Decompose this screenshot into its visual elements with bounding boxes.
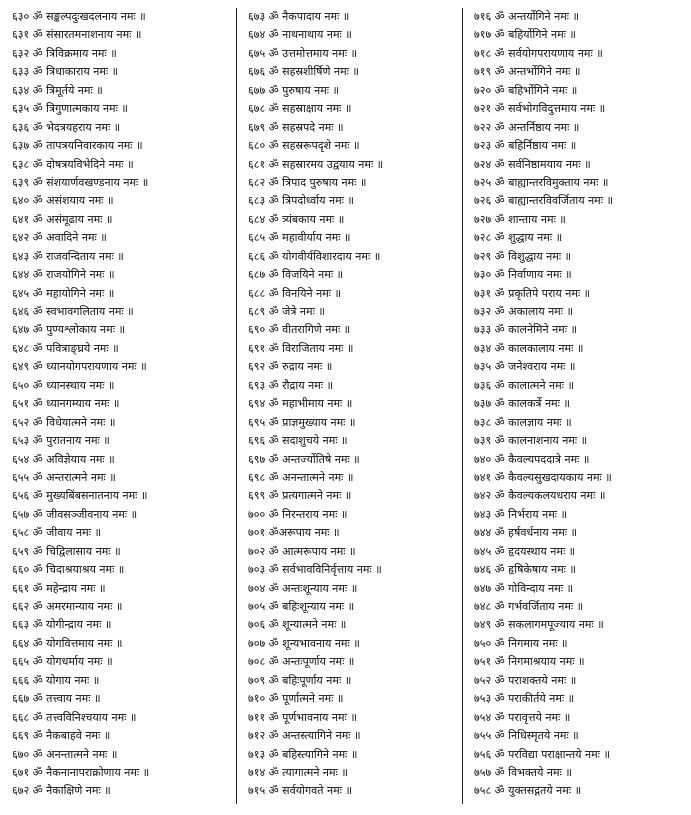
name-entry: ६५९ ॐ चिद्विलासाय नमः ॥ xyxy=(12,544,121,558)
name-entry: ६७३ ॐ नैकपादाय नमः ॥ xyxy=(248,10,350,23)
name-entry: ६९२ ॐ रुद्राय नमः ॥ xyxy=(248,360,333,374)
name-entry: ६६५ ॐ योगधर्माय नमः ॥ xyxy=(12,655,113,669)
name-entry: ७३८ ॐ कालज्ञाय नमः ॥ xyxy=(474,415,572,429)
name-entry: ६९९ ॐ प्रत्यगात्मने नमः ॥ xyxy=(248,489,352,503)
name-entry: ६७० ॐ अनन्तात्मने नमः ॥ xyxy=(12,747,118,761)
name-entry: ६४१ ॐ असंमूढाय नमः ॥ xyxy=(12,212,113,226)
name-entry: ७३० ॐ निर्वाणाय नमः ॥ xyxy=(474,268,572,282)
name-entry: ७५४ ॐ परावृत्तये नमः ॥ xyxy=(474,710,571,724)
name-entry: ७०२ ॐ आत्मरूपाय नमः ॥ xyxy=(248,544,356,558)
name-entry: ७२४ ॐ सर्वनिष्ठामयाय नमः ॥ xyxy=(474,157,591,171)
name-entry: ६७२ ॐ नैकाक्षिणे नमः ॥ xyxy=(12,784,111,798)
name-entry: ७४२ ॐ कैवल्यकलयधराय नमः ॥ xyxy=(474,489,606,503)
name-entry: ६८६ ॐ योगवीर्यविशारदाय नमः ॥ xyxy=(248,249,381,263)
name-entry: ७५६ ॐ परविद्या पराक्षान्तये नमः ॥ xyxy=(474,747,611,761)
name-entry: ७४४ ॐ हर्षवर्धनाय नमः ॥ xyxy=(474,526,578,540)
name-entry: ७१६ ॐ अन्तर्योगिने नमः ॥ xyxy=(474,10,580,23)
name-entry: ७५१ ॐ निगमाश्रयाय नमः ॥ xyxy=(474,655,585,669)
name-entry: ६७७ ॐ पुरुषाय नमः ॥ xyxy=(248,83,340,97)
name-entry: ६८९ ॐ जेत्रे नमः ॥ xyxy=(248,305,325,318)
name-entry: ६९४ ॐ महाभीमाय नमः ॥ xyxy=(248,397,353,411)
name-entry: ६३८ ॐ दोषत्रयविभेदिने नमः ॥ xyxy=(12,157,134,171)
name-entry: ६६९ ॐ नैकबाहवे नमः ॥ xyxy=(12,729,111,743)
name-entry: ७५८ ॐ युक्तसद्गतये नमः ॥ xyxy=(474,784,582,798)
name-entry: ६४० ॐ असंशयाय नमः ॥ xyxy=(12,194,114,208)
name-entry: ६७६ ॐ सहस्रशीर्षिणे नमः ॥ xyxy=(248,65,359,79)
name-entry: ६९६ ॐ सदाशुचये नमः ॥ xyxy=(248,434,348,448)
name-entry: ७२३ ॐ बहिर्निष्ठाय नमः ॥ xyxy=(474,139,577,153)
name-entry: ६३२ ॐ त्रिविक्रमाय नमः ॥ xyxy=(12,46,117,60)
name-entry: ६७५ ॐ उत्तमोत्तमाय नमः ॥ xyxy=(248,46,358,60)
name-entry: ६६४ ॐ योगवित्तमाय नमः ॥ xyxy=(12,636,123,650)
name-entry: ७०६ ॐ शून्यात्मने नमः ॥ xyxy=(248,618,347,632)
name-entry: ६८८ ॐ विनयिने नमः ॥ xyxy=(248,286,342,300)
name-entry: ७३५ ॐ जनेश्वराय नमः ॥ xyxy=(474,360,576,374)
name-entry: ७०५ ॐ बहिःशून्याय नमः ॥ xyxy=(248,600,355,613)
column-3 xyxy=(474,8,684,801)
name-entry: ६५० ॐ ध्यानस्थाय नमः ॥ xyxy=(12,378,115,392)
name-entry: ६३६ ॐ भेदत्रयहराय नमः ॥ xyxy=(12,120,121,134)
column-divider-2 xyxy=(462,8,463,804)
name-entry: ७३६ ॐ कालात्मने नमः ॥ xyxy=(474,378,575,392)
name-entry: ७५७ ॐ विभक्तये नमः ॥ xyxy=(474,765,572,779)
name-entry: ७५५ ॐ निधिस्मृतये नमः ॥ xyxy=(474,729,579,743)
name-entry: ६३१ ॐ संसारतमनाशनाय नमः ॥ xyxy=(12,28,142,42)
name-entry: ६६३ ॐ योगीन्द्राय नमः ॥ xyxy=(12,618,112,632)
name-entry: ६८५ ॐ महावीर्याय नमः ॥ xyxy=(248,231,351,245)
name-entry: ७२६ ॐ बाह्यान्तरविवर्जिताय नमः ॥ xyxy=(474,194,614,208)
name-entry: ६५३ ॐ पुरातनाय नमः ॥ xyxy=(12,434,110,448)
name-entry: ६३४ ॐ त्रिमूर्तये नमः ॥ xyxy=(12,83,103,97)
name-entry: ६५२ ॐ विधेयात्मने नमः ॥ xyxy=(12,415,116,429)
name-entry: ६६६ ॐ योगाय नमः ॥ xyxy=(12,673,100,687)
name-entry: ६३३ ॐ त्रिधाकाराय नमः ॥ xyxy=(12,65,119,79)
name-entry: ७११ ॐ पूर्णभावनाय नमः ॥ xyxy=(248,710,357,724)
name-entry: ७५२ ॐ पराशक्तये नमः ॥ xyxy=(474,673,577,687)
name-entry: ६५६ ॐ मुख्यबिंबसनातनाय नमः ॥ xyxy=(12,489,148,503)
name-entry: ६३० ॐ सङ्कल्पदुःखदलनाय नमः ॥ xyxy=(12,10,146,23)
name-entry: ६९८ ॐ अनन्तात्मने नमः ॥ xyxy=(248,470,354,484)
name-entry: ७४६ ॐ हृषिकेषाय नमः ॥ xyxy=(474,563,576,577)
name-entry: ६४७ ॐ पुण्यश्लोकाय नमः ॥ xyxy=(12,323,126,337)
name-entry: ६६२ ॐ अमरमान्याय नमः ॥ xyxy=(12,600,123,613)
name-entry: ७२५ ॐ बाह्यान्तरविमुक्ताय नमः ॥ xyxy=(474,175,609,189)
name-entry: ७२८ ॐ शुद्धाय नमः ॥ xyxy=(474,231,563,245)
name-entry: ७०७ ॐ शून्यभावनाय नमः ॥ xyxy=(248,636,360,650)
name-entry: ७४३ ॐ निर्भराय नमः ॥ xyxy=(474,507,568,521)
name-entry: ७२२ ॐ अन्तर्निष्ठाय नमः ॥ xyxy=(474,120,580,134)
name-entry: ६६७ ॐ तत्त्वाय नमः ॥ xyxy=(12,692,101,706)
column-divider-1 xyxy=(236,8,237,804)
name-entry: ७१५ ॐ सर्वयोगवते नमः ॥ xyxy=(248,784,353,798)
name-entry: ६५७ ॐ जीवसञ्जीवनाय नमः ॥ xyxy=(12,507,138,521)
name-entry: ६७९ ॐ सहस्रपदे नमः ॥ xyxy=(248,120,344,134)
name-entry: ६९० ॐ वीतरागिणे नमः ॥ xyxy=(248,323,351,337)
name-entry: ६९५ ॐ प्राज्ञमुख्याय नमः ॥ xyxy=(248,415,356,429)
name-entry: ६४९ ॐ ध्यानयोगपरायणाय नमः ॥ xyxy=(12,360,147,374)
name-entry: ७३१ ॐ प्रकृतिपे पराय नमः ॥ xyxy=(474,286,591,300)
name-entry: ७५३ ॐ पराकीर्तये नमः ॥ xyxy=(474,692,575,706)
name-entry: ६९३ ॐ रौद्राय नमः ॥ xyxy=(248,378,334,392)
name-entry: ६८३ ॐ त्रिपदोर्ध्वाय नमः ॥ xyxy=(248,194,355,208)
name-entry: ६४८ ॐ पवित्राङ्घ्रये नमः ॥ xyxy=(12,341,119,355)
name-entry: ७२१ ॐ सर्वभोगविदुत्तमाय नमः ॥ xyxy=(474,102,606,116)
name-entry: ६५१ ॐ ध्यानगम्याय नमः ॥ xyxy=(12,397,120,411)
name-entry: ७०० ॐ निरन्तराय नमः ॥ xyxy=(248,507,348,521)
name-entry: ६३७ ॐ तापत्रयनिवारकाय नमः ॥ xyxy=(12,139,143,153)
name-entry: ६९१ ॐ विराजिताय नमः ॥ xyxy=(248,341,354,355)
name-entry: ७४० ॐ कैवल्यपददात्रे नमः ॥ xyxy=(474,452,590,466)
name-entry: ७४९ ॐ सकलागमपूज्याय नमः ॥ xyxy=(474,618,604,632)
name-entry: ७०४ ॐ अन्तःशून्याय नमः ॥ xyxy=(248,581,358,595)
name-entry: ७१४ ॐ त्यागात्मने नमः ॥ xyxy=(248,765,348,779)
name-entry: ६५४ ॐ अविज्ञेयाय नमः ॥ xyxy=(12,452,115,466)
name-entry: ७१३ ॐ बहिस्त्यागिने नमः ॥ xyxy=(248,747,358,761)
name-entry: ६८७ ॐ विजयिने नमः ॥ xyxy=(248,268,344,282)
name-entry: ७३३ ॐ कालनेमिने नमः ॥ xyxy=(474,323,578,337)
name-entry: ७३२ ॐ अकालाय नमः ॥ xyxy=(474,305,574,318)
name-entry: ७२० ॐ बहिर्भोगिने नमः ॥ xyxy=(474,83,578,97)
column-1 xyxy=(12,8,234,801)
name-entry: ६६१ ॐ महेन्द्राय नमः ॥ xyxy=(12,581,106,595)
name-entry: ७०१ ॐअरूपाय नमः ॥ xyxy=(248,526,340,540)
name-entry: ६७४ ॐ नाथनाथाय नमः ॥ xyxy=(248,28,352,42)
name-entry: ६८० ॐ सहस्ररूपदृशे नमः ॥ xyxy=(248,139,360,153)
name-entry: ६३९ ॐ संशयार्णवखण्डनाय नमः ॥ xyxy=(12,175,149,189)
name-entry: ६६८ ॐ तत्त्वविनिश्चयाय नमः ॥ xyxy=(12,710,137,724)
name-entry: ६७८ ॐ सहस्राक्षाय नमः ॥ xyxy=(248,102,352,116)
name-entry: ७३९ ॐ कालनाशनाय नमः ॥ xyxy=(474,434,588,448)
name-entry: ७१८ ॐ सर्वयोगपरायणाय नमः ॥ xyxy=(474,46,603,60)
name-entry: ७५० ॐ निगमाय नमः ॥ xyxy=(474,636,568,650)
name-entry: ७१९ ॐ अन्तर्भोगिने नमः ॥ xyxy=(474,65,581,79)
name-entry: ७४८ ॐ गर्भवर्जिताय नमः ॥ xyxy=(474,600,584,613)
name-entry: ७०९ ॐ बहिःपूर्णाय नमः ॥ xyxy=(248,673,352,687)
name-entry: ७१२ ॐ अन्तस्त्यागिने नमः ॥ xyxy=(248,729,361,743)
name-entry: ६८१ ॐ सहस्रारमय उद्वयाय नमः ॥ xyxy=(248,157,384,171)
name-entry: ७०३ ॐ सर्वभावविनिर्वृत्ताय नमः ॥ xyxy=(248,563,382,577)
name-entry: ६५५ ॐ अन्तरात्मने नमः ॥ xyxy=(12,470,116,484)
name-entry: ६३५ ॐ त्रिगुणात्मकाय नमः ॥ xyxy=(12,102,128,116)
name-entry: ७२७ ॐ शान्ताय नमः ॥ xyxy=(474,212,566,226)
name-entry: ६४२ ॐ अवादिने नमः ॥ xyxy=(12,231,107,245)
name-entry: ६८२ ॐ त्रिपाद पुरुषाय नमः ॥ xyxy=(248,175,367,189)
name-entry: ६५८ ॐ जीवाय नमः ॥ xyxy=(12,526,102,540)
name-entry: ७०८ ॐ अन्तःपूर्णाय नमः ॥ xyxy=(248,655,355,669)
name-entry: ६४३ ॐ राजवन्दिताय नमः ॥ xyxy=(12,249,124,263)
name-entry: ६४६ ॐ स्वभावगलिताय नमः ॥ xyxy=(12,305,134,318)
name-entry: ७४७ ॐ गोविन्दाय नमः ॥ xyxy=(474,581,574,595)
name-entry: ६४५ ॐ महायोगिने नमः ॥ xyxy=(12,286,115,300)
name-entry: ७४५ ॐ हृदयस्थाय नमः ॥ xyxy=(474,544,576,558)
name-entry: ७३७ ॐ कालकर्त्रे नमः ॥ xyxy=(474,397,570,411)
name-entry: ६७१ ॐ नैकनानापराक्रोणाय नमः ॥ xyxy=(12,765,150,779)
name-entry: ६८४ ॐ त्र्यंबकाय नमः ॥ xyxy=(248,212,345,226)
name-entry: ७२९ ॐ विशुद्धाय नमः ॥ xyxy=(474,249,572,263)
name-entry: ७३४ ॐ कालकालाय नमः ॥ xyxy=(474,341,584,355)
name-entry: ७१७ ॐ बहिर्योगिने नमः ॥ xyxy=(474,28,577,42)
name-entry: ६९७ ॐ अन्तर्ज्योतिषे नमः ॥ xyxy=(248,452,360,466)
name-entry: ७४१ ॐ कैवल्यसुखदायकाय नमः ॥ xyxy=(474,470,612,484)
name-entry: ६४४ ॐ राजयोगिने नमः ॥ xyxy=(12,268,115,282)
name-entry: ६६० ॐ चिदाश्रयाश्रय नमः ॥ xyxy=(12,563,125,577)
name-entry: ७१० ॐ पूर्णात्मने नमः ॥ xyxy=(248,692,344,706)
column-2 xyxy=(248,8,460,801)
